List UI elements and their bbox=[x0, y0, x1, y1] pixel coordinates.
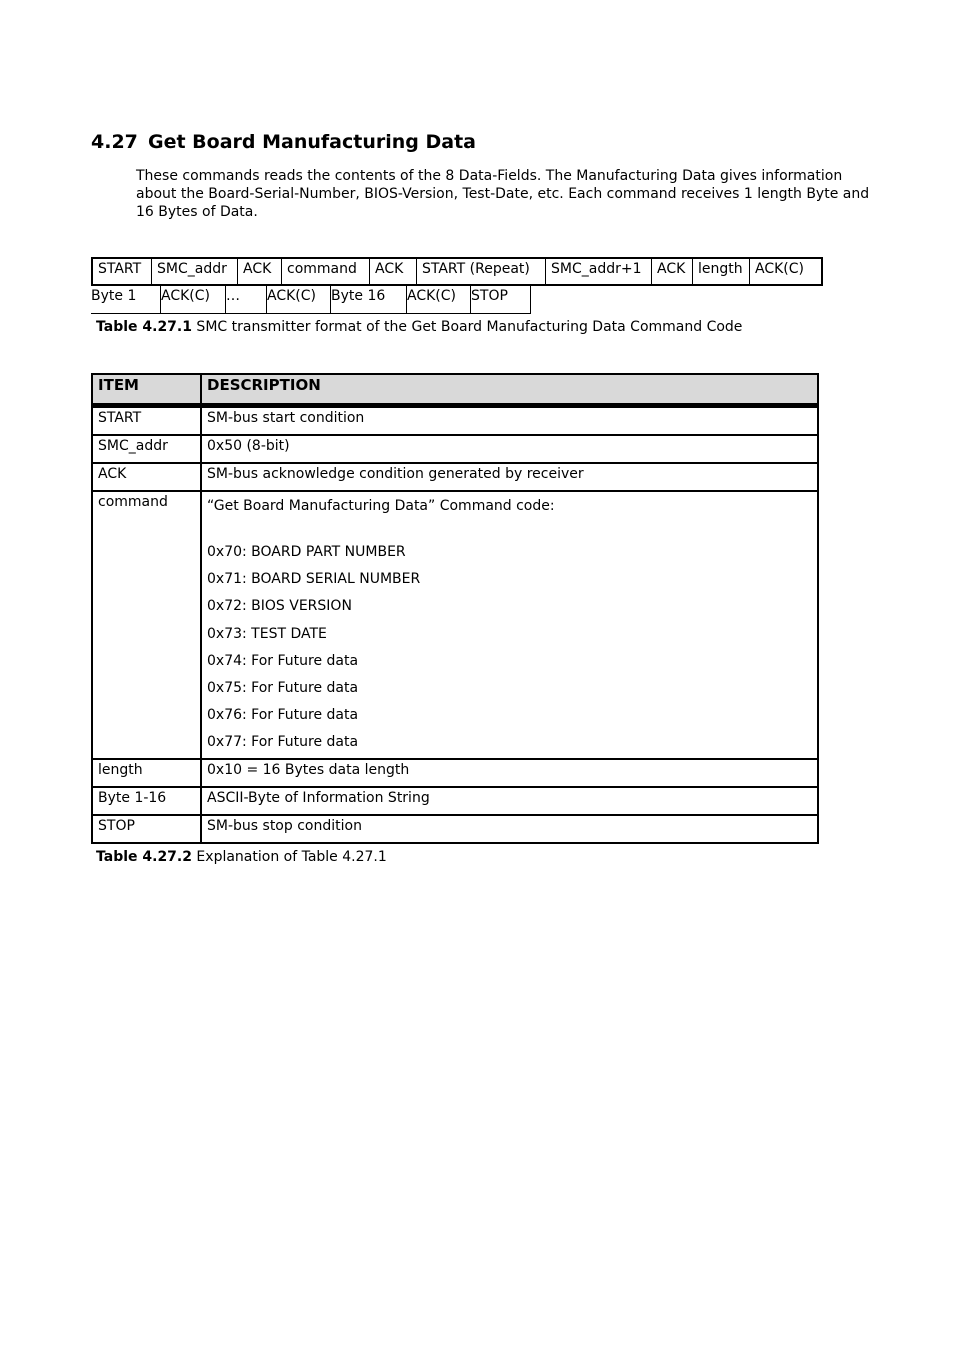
command-code: 0x74: For Future data bbox=[207, 652, 359, 669]
row-item: Byte 1-16 bbox=[93, 788, 202, 814]
table-row-command bbox=[93, 490, 817, 758]
command-code: 0x70: BOARD PART NUMBER bbox=[207, 544, 406, 560]
row-description: 0x50 (8-bit) bbox=[207, 438, 290, 454]
row-item: SMC_addr bbox=[93, 436, 202, 462]
table-header-row bbox=[93, 375, 817, 403]
table-row bbox=[93, 786, 817, 814]
row-item: command bbox=[93, 492, 202, 758]
table-row bbox=[93, 758, 817, 786]
table-row bbox=[93, 814, 817, 842]
command-code: 0x71: BOARD SERIAL NUMBER bbox=[207, 571, 421, 588]
row-description: ASCII-Byte of Information String bbox=[207, 790, 430, 806]
format-cell: ACK bbox=[369, 257, 417, 286]
caption-label: Table 4.27.2 bbox=[96, 849, 192, 865]
row-item: ACK bbox=[93, 464, 202, 490]
section-heading bbox=[91, 131, 476, 153]
table-row bbox=[93, 462, 817, 490]
format-cell: ACK bbox=[237, 257, 282, 286]
format-cell: ACK bbox=[651, 257, 693, 286]
format-cell: ACK(C) bbox=[266, 285, 331, 314]
row-description bbox=[202, 492, 817, 758]
format-table-row-2 bbox=[91, 285, 531, 314]
row-description: SM-bus stop condition bbox=[207, 818, 362, 834]
caption-text: SMC transmitter format of the Get Board Manufacturing Data Command Code bbox=[191, 319, 743, 335]
header-description: DESCRIPTION bbox=[207, 376, 321, 394]
command-code: 0x76: For Future data bbox=[207, 707, 359, 724]
format-cell: STOP bbox=[470, 285, 531, 314]
section-intro: These commands reads the contents of the 8 Data-Fields. The Manufacturing Data gives information about the Board-Serial-Number, BIOS-Version, Test-Date, etc. Each command receives 1 length Byte and 16 Bytes of Data. bbox=[136, 168, 870, 220]
format-cell: Byte 1 bbox=[91, 285, 161, 314]
table-caption-1 bbox=[96, 319, 742, 335]
row-item: STOP bbox=[93, 816, 202, 842]
format-cell: ACK(C) bbox=[749, 257, 823, 286]
command-code: 0x75: For Future data bbox=[207, 679, 359, 696]
format-cell: SMC_addr+1 bbox=[545, 257, 652, 286]
command-intro: “Get Board Manufacturing Data” Command code: bbox=[207, 498, 555, 514]
format-cell: Byte 16 bbox=[330, 285, 407, 314]
format-cell: SMC_addr bbox=[151, 257, 238, 286]
command-code: 0x73: TEST DATE bbox=[207, 625, 327, 642]
format-cell: START (Repeat) bbox=[416, 257, 546, 286]
caption-label: Table 4.27.1 bbox=[96, 319, 192, 335]
section-title: Get Board Manufacturing Data bbox=[148, 131, 476, 153]
description-table bbox=[91, 373, 819, 844]
row-description: SM-bus acknowledge condition generated by receiver bbox=[207, 466, 584, 482]
command-code: 0x77: For Future data bbox=[207, 734, 359, 751]
format-cell: START bbox=[91, 257, 152, 286]
table-caption-2 bbox=[96, 849, 387, 865]
format-cell: ACK(C) bbox=[406, 285, 471, 314]
table-row bbox=[93, 434, 817, 462]
command-code: 0x72: BIOS VERSION bbox=[207, 598, 352, 615]
row-item: length bbox=[93, 760, 202, 786]
format-cell: command bbox=[281, 257, 370, 286]
row-description: SM-bus start condition bbox=[207, 410, 365, 426]
format-cell: … bbox=[225, 285, 267, 314]
caption-text: Explanation of Table 4.27.1 bbox=[191, 849, 387, 865]
format-cell: length bbox=[692, 257, 750, 286]
format-cell: ACK(C) bbox=[160, 285, 226, 314]
format-table-row-1 bbox=[91, 257, 823, 286]
row-item: START bbox=[93, 408, 202, 434]
row-description: 0x10 = 16 Bytes data length bbox=[207, 762, 410, 778]
section-number: 4.27 bbox=[91, 131, 138, 153]
header-item: ITEM bbox=[93, 375, 202, 403]
table-row bbox=[93, 403, 817, 434]
